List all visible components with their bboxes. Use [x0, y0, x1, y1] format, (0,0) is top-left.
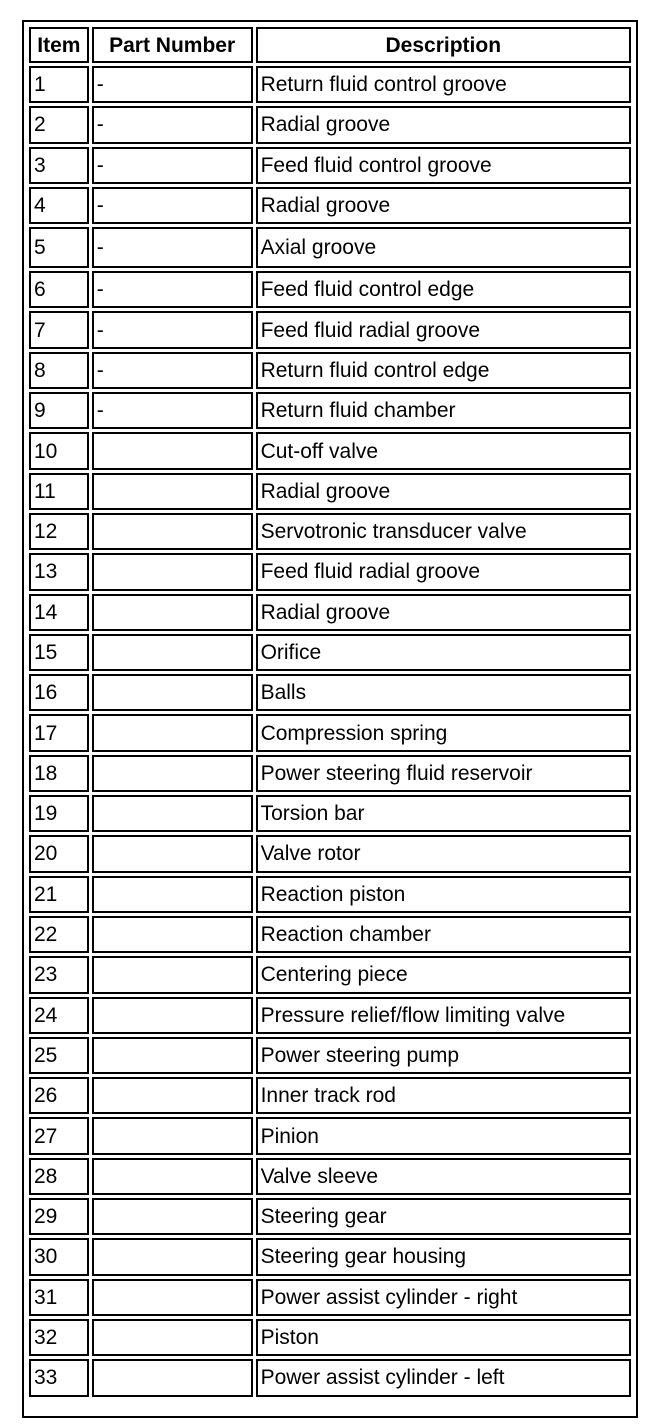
table-row: [29, 1158, 631, 1195]
header-item: Item: [29, 27, 89, 63]
cell-item: 29: [29, 1198, 89, 1235]
cell-item: 2: [29, 106, 89, 143]
cell-item: 9: [29, 392, 89, 429]
cell-part-number: [92, 916, 253, 953]
cell-description: Power steering pump: [256, 1037, 631, 1074]
cell-part-number: -: [92, 147, 253, 184]
cell-item: 7: [29, 311, 89, 348]
cell-description: Pressure relief/flow limiting valve: [256, 997, 631, 1034]
cell-item: 18: [29, 755, 89, 792]
cell-item: 20: [29, 835, 89, 872]
table-row: [29, 1077, 631, 1114]
cell-part-number: [92, 997, 253, 1034]
cell-item: 13: [29, 553, 89, 590]
cell-description: Balls: [256, 674, 631, 711]
table-row: [29, 392, 631, 429]
table-row: [29, 352, 631, 389]
cell-description: Radial groove: [256, 594, 631, 631]
table-row: [29, 1279, 631, 1316]
cell-part-number: -: [92, 66, 253, 103]
cell-description: Torsion bar: [256, 795, 631, 832]
cell-item: 21: [29, 876, 89, 913]
cell-item: 6: [29, 271, 89, 308]
cell-description: Return fluid control groove: [256, 66, 631, 103]
header-description: Description: [256, 27, 631, 63]
cell-item: 33: [29, 1359, 89, 1396]
cell-description: Servotronic transducer valve: [256, 513, 631, 550]
table-row: [29, 634, 631, 671]
cell-item: 12: [29, 513, 89, 550]
cell-description: Radial groove: [256, 187, 631, 224]
cell-description: Radial groove: [256, 473, 631, 510]
cell-part-number: [92, 1198, 253, 1235]
cell-item: 1: [29, 66, 89, 103]
cell-part-number: -: [92, 271, 253, 308]
cell-description: Inner track rod: [256, 1077, 631, 1114]
table-row: [29, 553, 631, 590]
cell-part-number: [92, 1077, 253, 1114]
cell-part-number: -: [92, 187, 253, 224]
cell-part-number: [92, 956, 253, 993]
cell-description: Orifice: [256, 634, 631, 671]
cell-part-number: [92, 1117, 253, 1154]
cell-part-number: [92, 594, 253, 631]
table-row: [29, 1359, 631, 1396]
cell-part-number: [92, 674, 253, 711]
table-row: [29, 1037, 631, 1074]
table-row: [29, 66, 631, 103]
cell-part-number: [92, 1158, 253, 1195]
table-row: [29, 1319, 631, 1356]
table-row: [29, 187, 631, 224]
cell-description: Return fluid chamber: [256, 392, 631, 429]
cell-item: 5: [29, 227, 89, 268]
table-row: [29, 876, 631, 913]
cell-description: Feed fluid radial groove: [256, 311, 631, 348]
cell-description: Feed fluid control edge: [256, 271, 631, 308]
cell-item: 15: [29, 634, 89, 671]
cell-part-number: [92, 473, 253, 510]
cell-part-number: -: [92, 352, 253, 389]
cell-description: Axial groove: [256, 227, 631, 268]
cell-description: Pinion: [256, 1117, 631, 1154]
parts-table: [26, 24, 634, 1400]
cell-item: 3: [29, 147, 89, 184]
table-row: [29, 956, 631, 993]
table-row: [29, 1238, 631, 1275]
cell-item: 17: [29, 714, 89, 751]
cell-item: 31: [29, 1279, 89, 1316]
cell-item: 25: [29, 1037, 89, 1074]
cell-part-number: [92, 553, 253, 590]
table-row: [29, 311, 631, 348]
cell-item: 28: [29, 1158, 89, 1195]
cell-item: 8: [29, 352, 89, 389]
header-part-number: Part Number: [92, 27, 253, 63]
cell-description: Feed fluid control groove: [256, 147, 631, 184]
table-row: [29, 714, 631, 751]
cell-description: Power assist cylinder - left: [256, 1359, 631, 1396]
table-row: [29, 755, 631, 792]
cell-part-number: [92, 1037, 253, 1074]
table-row: [29, 835, 631, 872]
cell-part-number: -: [92, 392, 253, 429]
cell-part-number: [92, 634, 253, 671]
cell-description: Steering gear housing: [256, 1238, 631, 1275]
table-row: [29, 432, 631, 469]
table-row: [29, 106, 631, 143]
cell-part-number: -: [92, 106, 253, 143]
table-row: [29, 227, 631, 268]
cell-part-number: [92, 432, 253, 469]
cell-item: 27: [29, 1117, 89, 1154]
cell-description: Reaction piston: [256, 876, 631, 913]
cell-description: Valve sleeve: [256, 1158, 631, 1195]
cell-part-number: -: [92, 311, 253, 348]
cell-part-number: [92, 755, 253, 792]
table-row: [29, 513, 631, 550]
cell-item: 16: [29, 674, 89, 711]
table-row: [29, 674, 631, 711]
cell-part-number: [92, 513, 253, 550]
cell-part-number: [92, 1238, 253, 1275]
cell-description: Return fluid control edge: [256, 352, 631, 389]
table-row: [29, 473, 631, 510]
cell-item: 19: [29, 795, 89, 832]
table-row: [29, 997, 631, 1034]
table-row: [29, 916, 631, 953]
cell-part-number: [92, 876, 253, 913]
cell-item: 14: [29, 594, 89, 631]
cell-part-number: [92, 714, 253, 751]
cell-item: 32: [29, 1319, 89, 1356]
cell-item: 10: [29, 432, 89, 469]
cell-description: Reaction chamber: [256, 916, 631, 953]
cell-description: Power steering fluid reservoir: [256, 755, 631, 792]
cell-description: Feed fluid radial groove: [256, 553, 631, 590]
cell-item: 24: [29, 997, 89, 1034]
cell-item: 26: [29, 1077, 89, 1114]
cell-part-number: -: [92, 227, 253, 268]
table-row: [29, 1117, 631, 1154]
cell-description: Steering gear: [256, 1198, 631, 1235]
cell-description: Radial groove: [256, 106, 631, 143]
cell-part-number: [92, 835, 253, 872]
table-row: [29, 271, 631, 308]
cell-description: Compression spring: [256, 714, 631, 751]
cell-part-number: [92, 1319, 253, 1356]
cell-part-number: [92, 1359, 253, 1396]
cell-description: Valve rotor: [256, 835, 631, 872]
cell-item: 11: [29, 473, 89, 510]
table-row: [29, 1198, 631, 1235]
cell-part-number: [92, 1279, 253, 1316]
table-header-row: [29, 27, 631, 63]
cell-description: Cut-off valve: [256, 432, 631, 469]
cell-item: 30: [29, 1238, 89, 1275]
table-row: [29, 795, 631, 832]
cell-part-number: [92, 795, 253, 832]
cell-item: 22: [29, 916, 89, 953]
table-row: [29, 147, 631, 184]
cell-item: 23: [29, 956, 89, 993]
cell-item: 4: [29, 187, 89, 224]
cell-description: Piston: [256, 1319, 631, 1356]
table-row: [29, 594, 631, 631]
cell-description: Power assist cylinder - right: [256, 1279, 631, 1316]
cell-description: Centering piece: [256, 956, 631, 993]
